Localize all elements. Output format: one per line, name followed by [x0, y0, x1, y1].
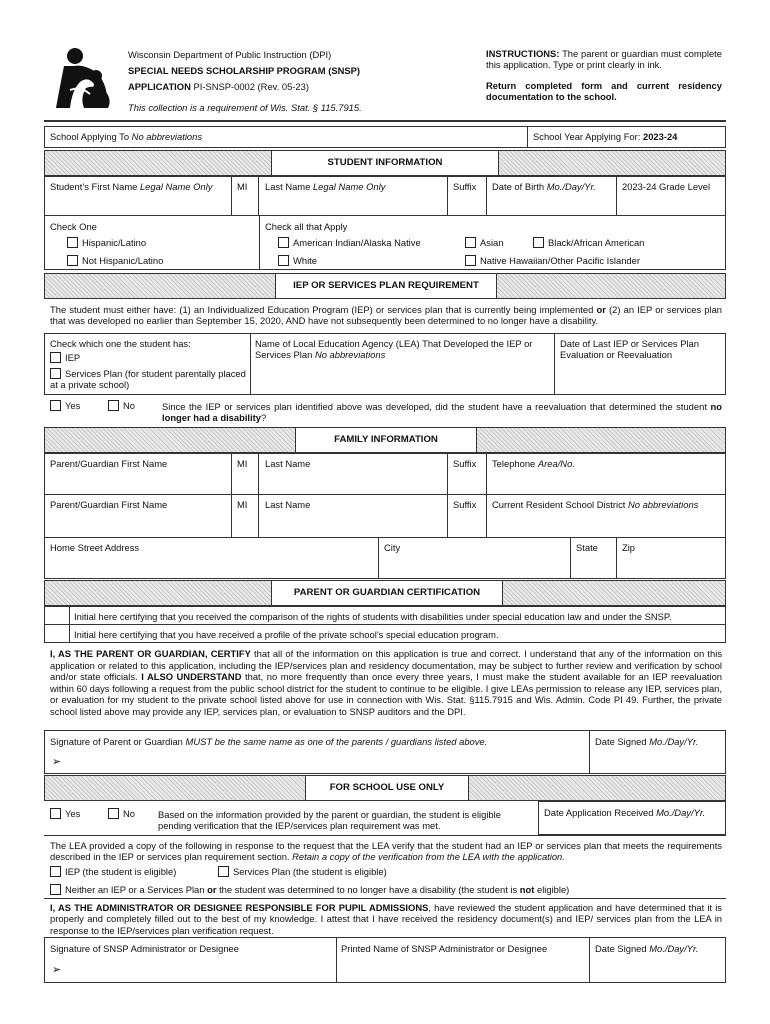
services-plan-option[interactable]: Services Plan (for student parentally placed at a private school): [50, 368, 246, 391]
asian-option[interactable]: Asian: [465, 237, 503, 248]
instructions-label: INSTRUCTIONS:: [486, 48, 560, 59]
eligible-yes-option[interactable]: Yes: [50, 808, 80, 819]
parent2-mi-field[interactable]: MI: [231, 494, 259, 538]
hispanic-option[interactable]: Hispanic/Latino: [67, 237, 146, 248]
instructions: [486, 48, 722, 71]
admin-printed-name-field[interactable]: Printed Name of SNSP Administrator or Designee: [336, 937, 590, 983]
black-option[interactable]: Black/African American: [533, 237, 644, 248]
american-indian-checkbox[interactable]: [278, 237, 289, 248]
reeval-question: Since the IEP or services plan identified above was developed, did the student have a reevaluation that determined the student no longer had a disability?: [162, 401, 722, 424]
family-banner: [44, 427, 726, 453]
dpi-logo: [50, 46, 116, 112]
iep-checkbox[interactable]: [50, 352, 61, 363]
not-hispanic-option[interactable]: Not Hispanic/Latino: [67, 255, 163, 266]
parent1-first-name-field[interactable]: Parent/Guardian First Name: [44, 453, 232, 495]
home-address-field[interactable]: Home Street Address: [44, 537, 379, 579]
opt-services[interactable]: Services Plan (the student is eligible): [218, 866, 387, 877]
parent-date-signed-field[interactable]: Date Signed Mo./Day/Yr.: [589, 730, 726, 774]
eligible-no-option[interactable]: No: [108, 808, 135, 819]
last-evaluation-date-field[interactable]: Date of Last IEP or Services Plan Evaluation or Reevaluation: [554, 333, 726, 395]
initial-profile-box[interactable]: [45, 625, 69, 643]
student-dob-field[interactable]: Date of Birth Mo./Day/Yr.: [486, 176, 617, 216]
not-hispanic-checkbox[interactable]: [67, 255, 78, 266]
initial-rights-row: Initial here certifying that you received the comparison of the rights of students with disabilities under special education law and under the SNSP.: [44, 606, 726, 625]
hispanic-checkbox[interactable]: [67, 237, 78, 248]
services-plan-checkbox[interactable]: [50, 368, 61, 379]
parent2-first-name-field[interactable]: Parent/Guardian First Name: [44, 494, 232, 538]
lea-name-field[interactable]: Name of Local Education Agency (LEA) That Developed the IEP or Services Plan No abbreviations: [250, 333, 555, 395]
eligible-yes-checkbox[interactable]: [50, 808, 61, 819]
race-group: Check all that Apply American Indian/Alaska Native Asian Black/African American White Native Hawaiian/Other Pacific Islander: [259, 215, 726, 270]
parent1-mi-field[interactable]: MI: [231, 453, 259, 495]
date-received-field[interactable]: Date Application Received Mo./Day/Yr.: [538, 801, 726, 835]
return-note: Return completed form and current residency documentation to the school.: [486, 80, 722, 103]
student-info-banner: [44, 150, 726, 176]
state-field[interactable]: State: [570, 537, 617, 579]
reeval-yes-checkbox[interactable]: [50, 400, 61, 411]
opt-services-checkbox[interactable]: [218, 866, 229, 877]
student-grade-field[interactable]: 2023-24 Grade Level: [616, 176, 726, 216]
certification-banner: [44, 580, 726, 606]
certification-title: PARENT OR GUARDIAN CERTIFICATION: [271, 581, 503, 605]
iep-title: IEP OR SERVICES PLAN REQUIREMENT: [275, 274, 497, 298]
pacific-checkbox[interactable]: [465, 255, 476, 266]
app-code-line: [128, 81, 309, 92]
lea-verification-text: The LEA provided a copy of the following in response to the request that the LEA verify that the student had an IEP or services plan that meets the requirements described in the IEP or services plan requirement section. Retain a copy of the verification from the LEA with the application.: [50, 840, 722, 863]
zip-field[interactable]: Zip: [616, 537, 726, 579]
opt-neither-checkbox[interactable]: [50, 884, 61, 895]
student-suffix-field[interactable]: Suffix: [447, 176, 487, 216]
program-name: SPECIAL NEEDS SCHOLARSHIP PROGRAM (SNSP): [128, 65, 360, 76]
asian-checkbox[interactable]: [465, 237, 476, 248]
student-info-title: STUDENT INFORMATION: [271, 151, 499, 175]
opt-iep[interactable]: IEP (the student is eligible): [50, 866, 176, 877]
iep-intro: The student must either have: (1) an Individualized Education Program (IEP) or services plan that is currently being implemented or (2) an IEP or services plan that was developed no earlier than September 15, 2020, AND have not subsequently been determined to no longer have a disability.: [50, 304, 723, 327]
parent2-suffix-field[interactable]: Suffix: [447, 494, 487, 538]
school-year-value: 2023-24: [642, 131, 678, 142]
reeval-no-option[interactable]: No: [108, 400, 135, 411]
instructions-text: The parent or guardian must complete this application. Type or print clearly in ink.: [486, 48, 722, 71]
black-checkbox[interactable]: [533, 237, 544, 248]
pacific-option[interactable]: Native Hawaiian/Other Pacific Islander: [465, 255, 640, 266]
signature-arrow-icon: ➢: [52, 756, 62, 768]
initial-profile-row: Initial here certifying that you have received a profile of the private school’s special education program.: [44, 624, 726, 643]
certification-statement: I, AS THE PARENT OR GUARDIAN, CERTIFY that all of the information on this application is true and correct. I understand that any of the information on this application or related to this application, including the IEP/services plan and residency documentation, may be subject to further review and verification by school and/or state officials. I ALSO UNDERSTAND that, no more frequently than once every three years, I must make the student available for an IEP reevaluation within 60 days following a request from the public school district for the student to continue to be eligible. I give LEAs permission to release any IEP, services plan, or evaluation for my student to the private school listed above for use in connection with Wis. Stat. §115.7915 and Wis. Admin. Code PI 49. Further, the private school listed above may provide any IEP, services plan, or evaluation to SNSP auditors and the DPI.: [50, 648, 723, 717]
app-label: APPLICATION: [128, 81, 191, 92]
ethnicity-group: Check One Hispanic/Latino Not Hispanic/Latino: [44, 215, 260, 270]
parent-signature-field[interactable]: Signature of Parent or Guardian MUST be the same name as one of the parents / guardians listed above. ➢: [44, 730, 590, 774]
iep-banner: [44, 273, 726, 299]
opt-iep-checkbox[interactable]: [50, 866, 61, 877]
admin-statement: I, AS THE ADMINISTRATOR OR DESIGNEE RESPONSIBLE FOR PUPIL ADMISSIONS, have reviewed the student application and have determined that it is properly and completely filled out to the best of my knowledge. I attest that I have received the residency document(s) and IEP/ services plan from the LEA in response to the IEP/services plan verification request.: [50, 902, 722, 936]
american-indian-option[interactable]: American Indian/Alaska Native: [278, 237, 421, 248]
admin-date-signed-field[interactable]: Date Signed Mo./Day/Yr.: [589, 937, 726, 983]
school-use-title: FOR SCHOOL USE ONLY: [305, 776, 469, 800]
student-mi-field[interactable]: MI: [231, 176, 259, 216]
reeval-no-checkbox[interactable]: [108, 400, 119, 411]
school-applying-field[interactable]: [44, 126, 528, 148]
eligible-no-checkbox[interactable]: [108, 808, 119, 819]
parent1-last-name-field[interactable]: Last Name: [258, 453, 448, 495]
iep-option[interactable]: IEP: [50, 352, 80, 363]
parent2-last-name-field[interactable]: Last Name: [258, 494, 448, 538]
city-field[interactable]: City: [378, 537, 571, 579]
reeval-yes-option[interactable]: Yes: [50, 400, 80, 411]
collection-note: This collection is a requirement of Wis. Stat. § 115.7915.: [128, 102, 362, 113]
admin-signature-field[interactable]: Signature of SNSP Administrator or Designee ➢: [44, 937, 337, 983]
plan-type-group: Check which one the student has: IEP Services Plan (for student parentally placed at a private school): [44, 333, 251, 395]
family-title: FAMILY INFORMATION: [295, 428, 477, 452]
white-option[interactable]: White: [278, 255, 317, 266]
admin-signature-arrow-icon: ➢: [52, 964, 62, 976]
app-code: PI-SNSP-0002 (Rev. 05-23): [193, 81, 309, 92]
white-checkbox[interactable]: [278, 255, 289, 266]
school-year-label: School Year Applying For: 2023-24: [533, 131, 678, 142]
opt-neither[interactable]: Neither an IEP or a Services Plan or the student was determined to no longer have a disability (the student is not eligible): [50, 884, 569, 895]
student-first-name-field[interactable]: Student’s First Name Legal Name Only: [44, 176, 232, 216]
parent1-suffix-field[interactable]: Suffix: [447, 453, 487, 495]
school-use-banner: [44, 775, 726, 801]
school-year-field: [527, 126, 726, 148]
school-applying-label: School Applying To No abbreviations: [50, 131, 203, 142]
initial-rights-box[interactable]: [45, 607, 69, 625]
student-last-name-field[interactable]: Last Name Legal Name Only: [258, 176, 448, 216]
telephone-field[interactable]: Telephone Area/No.: [486, 453, 726, 495]
eligible-text: Based on the information provided by the parent or guardian, the student is eligible pending verification that the IEP/services plan requirement was met.: [158, 809, 501, 832]
dept-name: Wisconsin Department of Public Instruction (DPI): [128, 49, 332, 60]
resident-district-field[interactable]: Current Resident School District No abbreviations: [486, 494, 726, 538]
